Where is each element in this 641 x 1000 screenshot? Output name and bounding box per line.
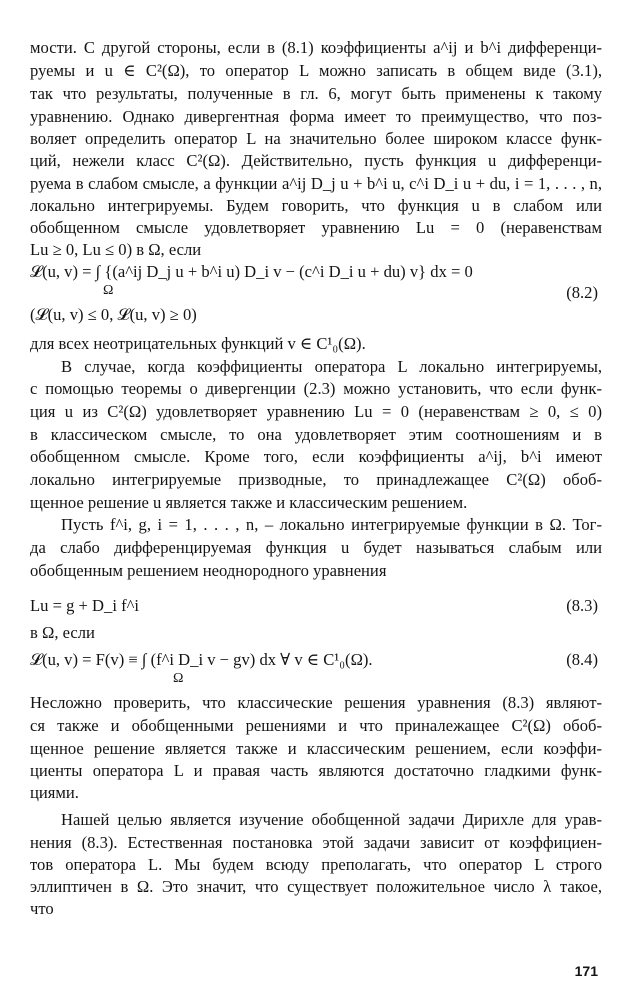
text-line: Пусть f^i, g, i = 1, . . . , n, – локально интегрируемые функции в Ω. Тог-	[61, 515, 602, 534]
text-line: что	[30, 899, 54, 918]
equation-number: (8.3)	[566, 596, 598, 615]
text-line: тов оператора L. Мы будем всюду преполагать, что оператор L строго	[30, 855, 602, 874]
text-line: эллиптичен в Ω. Это значит, что существует положительное число λ такое,	[30, 877, 602, 896]
text-line: нения (8.3). Естественная постановка этой задачи зависит от коэффициен-	[30, 833, 602, 852]
text-line: обобщенном смысле. Кроме того, если коэффициенты a^ij, b^i имеют	[30, 447, 602, 466]
text-line: да слабо дифференцируемая функция u будет называться слабым или	[30, 538, 602, 557]
text-line: с помощью теоремы о дивергенции (2.3) можно установить, что если функ-	[30, 379, 602, 398]
text-line: щенное решение является также и классическим решением, если коэффи-	[30, 739, 602, 758]
equation-number: (8.2)	[566, 283, 598, 302]
text-line: ся также и обобщенными решениями и что приналежащее C²(Ω) обоб-	[30, 716, 602, 735]
text-line: Lu ≥ 0, Lu ≤ 0) в Ω, если	[30, 240, 202, 259]
text-line: воляет определить оператор L на значительно более широком классе функ-	[30, 129, 602, 148]
text-line: мости. С другой стороны, если в (8.1) коэффициенты a^ij и b^i дифференци-	[30, 38, 602, 57]
text-line: руема в слабом смысле, а функции a^ij D_j u + b^i u, c^i D_i u + du, i = 1, . . . , n,	[30, 174, 602, 193]
text-line: локально интегрируемы. Будем говорить, что функция u в слабом или	[30, 196, 602, 215]
text-line: в классическом смысле, то она удовлетворяет этим соотношениям и в	[30, 425, 602, 444]
text-line: В случае, когда коэффициенты оператора L локально интегрируемы,	[61, 357, 602, 376]
text-line: для всех неотрицательных функций v ∈ C¹₀(Ω).	[30, 334, 366, 353]
integral-domain-subscript: Ω	[173, 671, 184, 686]
text-line: циенты оператора L и правая часть являются достаточно гладкими функ-	[30, 761, 602, 780]
text-line: щенное решение u является также и классическим решением.	[30, 493, 468, 512]
text-line: так что результаты, полученные в гл. 6, могут быть применены к такому	[30, 84, 602, 103]
equation-8-2-line2: (𝓛(u, v) ≤ 0, 𝓛(u, v) ≥ 0)	[30, 305, 197, 324]
equation-8-3: Lu = g + D_i f^i	[30, 596, 140, 615]
text-line: циями.	[30, 783, 79, 802]
equation-number: (8.4)	[566, 650, 598, 669]
text-line: ций, нежели класс C²(Ω). Действительно, пусть функция u дифференци-	[30, 151, 602, 170]
text-line: локально интегрируемые призводные, то принадлежащее C²(Ω) обоб-	[30, 470, 602, 489]
text-line: Нашей целью является изучение обобщенной задачи Дирихле для урав-	[61, 810, 602, 829]
equation-8-2-line1: 𝓛(u, v) = ∫ {(a^ij D_j u + b^i u) D_i v − (c^i D_i u + du) v} dx = 0	[30, 262, 473, 281]
integral-domain-subscript: Ω	[103, 283, 114, 298]
text-line: обобщенным решением неоднородного уравнения	[30, 561, 387, 580]
text-line: в Ω, если	[30, 623, 95, 642]
text-line: ция u из C²(Ω) удовлетворяет уравнению Lu = 0 (неравенствам ≥ 0, ≤ 0)	[30, 402, 602, 421]
text-line: Несложно проверить, что классические решения уравнения (8.3) являют-	[30, 693, 602, 712]
text-line: руемы и u ∈ C²(Ω), то оператор L можно записать в общем виде (3.1),	[30, 61, 602, 80]
text-line: обобщенном смысле удовлетворяет уравнению Lu = 0 (неравенствам	[30, 218, 602, 237]
equation-8-4: 𝓛(u, v) = F(v) ≡ ∫ (f^i D_i v − gv) dx ∀ v ∈ C¹₀(Ω).	[30, 650, 373, 669]
text-line: уравнению. Однако дивергентная форма имеет то преимущество, что поз-	[30, 107, 602, 126]
page-number: 171	[574, 963, 598, 979]
